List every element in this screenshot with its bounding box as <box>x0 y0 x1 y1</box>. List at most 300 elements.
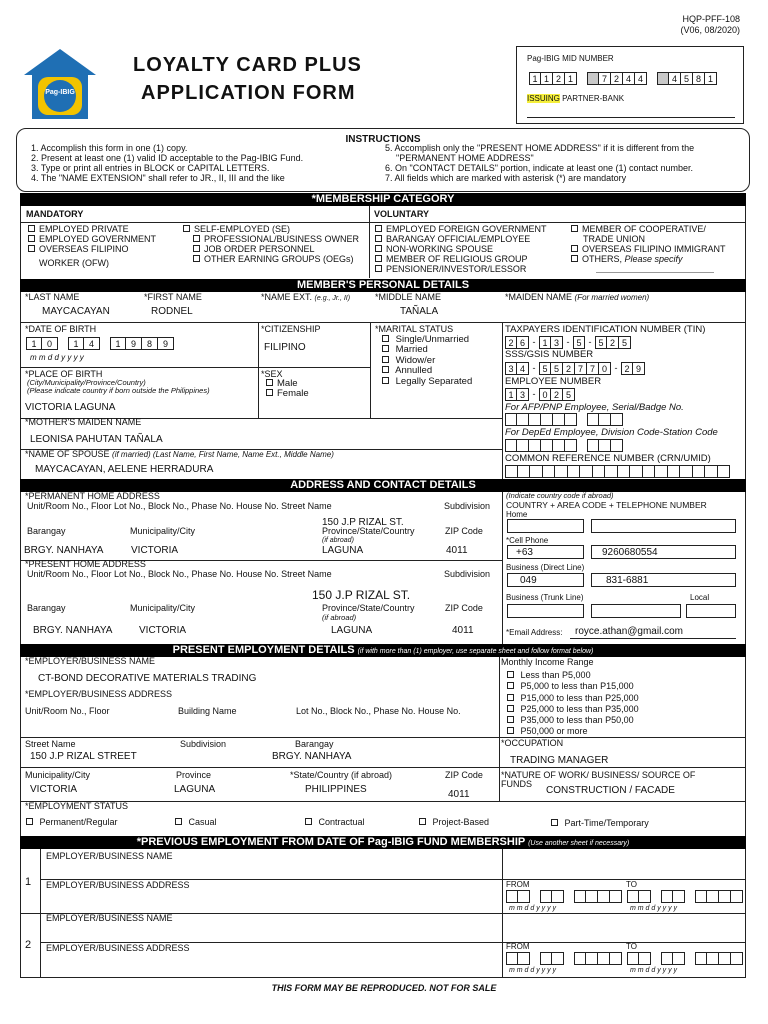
digit-box[interactable] <box>610 952 622 965</box>
checkbox-icon[interactable] <box>375 245 382 252</box>
pagibig-logo <box>22 47 98 123</box>
spouse-value[interactable]: MAYCACAYAN, AELENE HERRADURA <box>35 464 214 475</box>
perm-municipality-label: Municipality/City <box>130 526 196 536</box>
option-non-working[interactable]: NON-WORKING SPOUSE <box>375 245 547 255</box>
option-self-employed[interactable]: SELF-EMPLOYED (SE) <box>183 225 359 235</box>
digit-box[interactable] <box>574 890 586 903</box>
status-part-time[interactable]: Part-Time/Temporary <box>551 819 649 829</box>
pob-value[interactable]: VICTORIA LAGUNA <box>25 402 116 413</box>
present-address-label: *PRESENT HOME ADDRESS <box>25 559 146 569</box>
digit-box[interactable]: 3 <box>551 336 563 349</box>
digit-box[interactable]: 6 <box>517 336 529 349</box>
checkbox-icon[interactable] <box>382 366 389 373</box>
mandatory-label: MANDATORY <box>26 209 84 219</box>
digit-box[interactable]: 2 <box>621 362 633 375</box>
mid-number-boxes[interactable] <box>529 72 717 90</box>
issuing-bank-line[interactable] <box>527 117 735 118</box>
checkbox-icon[interactable] <box>193 245 200 252</box>
name-ext-label: *NAME EXT. (e.g., Jr., II) <box>261 292 351 302</box>
digit-box[interactable] <box>695 890 707 903</box>
instructions-right <box>385 144 694 184</box>
digit-box[interactable] <box>518 890 530 903</box>
option-cooperative-cont: TRADE UNION <box>583 233 646 244</box>
crn-label: COMMON REFERENCE NUMBER (CRN/UMID) <box>505 453 711 464</box>
option-professional[interactable]: PROFESSIONAL/BUSINESS OWNER <box>183 235 359 245</box>
cell-country-code-field[interactable] <box>507 545 584 559</box>
digit-box[interactable] <box>540 952 552 965</box>
option-immigrant[interactable]: OVERSEAS FILIPINO IMMIGRANT <box>571 245 726 255</box>
business-trunk-field[interactable] <box>591 604 681 618</box>
svg-text:Pag-IBIG: Pag-IBIG <box>45 89 75 96</box>
checkbox-icon[interactable] <box>507 716 514 723</box>
digit-box[interactable] <box>552 890 564 903</box>
digit-box[interactable] <box>610 890 622 903</box>
mother-maiden-value[interactable]: LEONISA PAHUTAN TAÑALA <box>30 434 163 445</box>
pres-abroad-hint: (if abroad) <box>322 613 357 622</box>
checkbox-icon[interactable] <box>507 694 514 701</box>
digit-box[interactable] <box>505 413 517 426</box>
prev-from-label: FROM <box>506 880 530 889</box>
digit-box[interactable] <box>618 465 631 478</box>
digit-box[interactable]: 4 <box>517 362 529 375</box>
digit-box[interactable]: 2 <box>563 362 575 375</box>
first-name-label: *FIRST NAME <box>144 292 202 302</box>
status-permanent[interactable]: Permanent/Regular <box>26 818 118 828</box>
digit-box[interactable] <box>541 439 553 452</box>
last-name-label: *LAST NAME <box>25 292 80 302</box>
digit-box[interactable]: 9 <box>633 362 645 375</box>
digit-box[interactable] <box>530 465 543 478</box>
digit-box[interactable]: 0 <box>539 388 551 401</box>
nature-value[interactable]: CONSTRUCTION / FACADE <box>546 785 675 796</box>
digit-box[interactable] <box>506 952 518 965</box>
digit-box[interactable]: 7 <box>587 362 599 375</box>
business-direct-field[interactable] <box>591 573 736 587</box>
home-area-code-field[interactable] <box>507 519 584 533</box>
checkbox-icon[interactable] <box>507 727 514 734</box>
digit-box[interactable] <box>693 465 706 478</box>
digit-group <box>595 336 631 353</box>
digit-box[interactable] <box>731 890 743 903</box>
status-contractual[interactable]: Contractual <box>305 818 365 828</box>
digit-box[interactable] <box>718 465 731 478</box>
digit-box[interactable]: 8 <box>142 337 158 350</box>
digit-box[interactable] <box>719 952 731 965</box>
digit-box[interactable] <box>517 413 529 426</box>
digit-box[interactable]: 1 <box>565 72 577 85</box>
checkbox-icon[interactable] <box>382 335 389 342</box>
digit-box[interactable] <box>661 952 673 965</box>
digit-box[interactable] <box>719 890 731 903</box>
digit-box[interactable] <box>518 952 530 965</box>
digit-box[interactable] <box>598 952 610 965</box>
digit-box[interactable]: 1 <box>68 337 84 350</box>
digit-box[interactable]: 2 <box>551 388 563 401</box>
option-married[interactable]: Married <box>382 345 472 355</box>
option-religious[interactable]: MEMBER OF RELIGIOUS GROUP <box>375 255 547 265</box>
digit-box[interactable]: 4 <box>623 72 635 85</box>
digit-box[interactable] <box>506 890 518 903</box>
digit-box[interactable]: 7 <box>599 72 611 85</box>
digit-box[interactable]: 1 <box>541 72 553 85</box>
digit-group <box>26 337 58 354</box>
checkbox-icon[interactable] <box>26 818 33 825</box>
option-widow[interactable]: Widow/er <box>382 356 472 366</box>
business-direct-value: 831-6881 <box>606 575 649 586</box>
cell-country-code-value: +63 <box>516 547 533 558</box>
checkbox-icon[interactable] <box>28 225 35 232</box>
checkbox-icon[interactable] <box>193 255 200 262</box>
email-value[interactable]: royce.athan@gmail.com <box>575 626 683 637</box>
first-name-value[interactable]: RODNEL <box>151 306 193 317</box>
emp-province-label: Province <box>176 770 212 780</box>
income-25000-35000[interactable]: P25,000 to less than P35,000 <box>507 704 639 715</box>
income-less-5000[interactable]: Less than P5,000 <box>507 670 639 681</box>
digit-box[interactable]: 1 <box>539 336 551 349</box>
employee-number-label: EMPLOYEE NUMBER <box>505 376 602 387</box>
checkbox-icon[interactable] <box>183 225 190 232</box>
self-employed-group <box>183 225 359 265</box>
digit-box[interactable] <box>518 465 531 478</box>
status-casual[interactable]: Casual <box>175 818 217 828</box>
pob-hint1: (City/Municipality/Province/Country) <box>27 378 146 387</box>
digit-box[interactable] <box>586 890 598 903</box>
pres-barangay-value[interactable]: BRGY. NANHAYA <box>33 625 113 636</box>
digit-group <box>657 72 717 89</box>
business-direct-area-value: 049 <box>520 575 537 586</box>
digit-box[interactable] <box>639 952 651 965</box>
digit-box[interactable] <box>673 890 685 903</box>
digit-box[interactable] <box>661 890 673 903</box>
status-project-based[interactable]: Project-Based <box>419 818 489 828</box>
emp-city-label: Municipality/City <box>25 770 91 780</box>
emp-country-value[interactable]: PHILIPPINES <box>305 784 367 795</box>
maiden-name-label: *MAIDEN NAME (For married women) <box>505 292 650 302</box>
instructions-panel <box>16 128 750 192</box>
checkbox-icon[interactable] <box>382 356 389 363</box>
checkbox-icon[interactable] <box>266 389 273 396</box>
digit-box[interactable]: 4 <box>84 337 100 350</box>
business-direct-area-field[interactable] <box>507 573 584 587</box>
option-employed-government[interactable]: EMPLOYED GOVERNMENT <box>28 235 156 245</box>
employer-name-value[interactable]: CT-BOND DECORATIVE MATERIALS TRADING <box>38 673 257 684</box>
digit-box[interactable] <box>565 439 577 452</box>
prev-to-label: TO <box>626 942 637 951</box>
digit-box[interactable] <box>680 465 693 478</box>
digit-box[interactable] <box>627 890 639 903</box>
digit-box[interactable]: 5 <box>563 388 575 401</box>
perm-city-value[interactable]: VICTORIA <box>131 545 179 556</box>
digit-separator: - <box>588 337 592 347</box>
emp-city-value[interactable]: VICTORIA <box>30 784 78 795</box>
digit-box[interactable]: 1 <box>705 72 717 85</box>
digit-box[interactable] <box>587 439 599 452</box>
digit-box[interactable] <box>627 952 639 965</box>
digit-box[interactable] <box>639 890 651 903</box>
checkbox-icon[interactable] <box>266 379 273 386</box>
checkbox-icon[interactable] <box>28 245 35 252</box>
digit-box[interactable]: 2 <box>505 336 517 349</box>
digit-box[interactable]: 4 <box>669 72 681 85</box>
perm-province-value[interactable]: LAGUNA <box>322 545 364 556</box>
mid-panel <box>516 46 744 124</box>
digit-box[interactable]: 5 <box>681 72 693 85</box>
middle-name-label: *MIDDLE NAME <box>375 292 442 302</box>
voluntary-col2 <box>571 225 726 265</box>
checkbox-icon[interactable] <box>507 705 514 712</box>
digit-box[interactable] <box>541 413 553 426</box>
digit-box[interactable]: 5 <box>573 336 585 349</box>
option-female[interactable]: Female <box>266 389 309 399</box>
digit-box[interactable] <box>553 439 565 452</box>
digit-box[interactable]: 3 <box>517 388 529 401</box>
digit-box[interactable] <box>552 952 564 965</box>
emp-province-value[interactable]: LAGUNA <box>174 784 216 795</box>
digit-box[interactable]: 1 <box>110 337 126 350</box>
digit-group <box>574 952 622 969</box>
email-label: *Email Address: <box>506 628 563 637</box>
digit-box[interactable]: 3 <box>505 362 517 375</box>
prev-to-label: TO <box>626 880 637 889</box>
option-annulled[interactable]: Annulled <box>382 366 472 376</box>
income-range-label: Monthly Income Range <box>501 657 594 667</box>
digit-box[interactable] <box>599 439 611 452</box>
pres-zip-label: ZIP Code <box>445 603 483 613</box>
home-phone-field[interactable] <box>591 519 736 533</box>
perm-barangay-value[interactable]: BRGY. NANHAYA <box>24 545 104 556</box>
checkbox-icon[interactable] <box>419 818 426 825</box>
digit-box[interactable] <box>543 465 556 478</box>
prev-row-number: 1 <box>25 876 32 888</box>
address-header: ADDRESS AND CONTACT DETAILS <box>20 479 746 492</box>
option-male[interactable]: Male <box>266 379 309 389</box>
checkbox-icon[interactable] <box>382 345 389 352</box>
option-single[interactable]: Single/Unmarried <box>382 335 472 345</box>
voluntary-col1 <box>375 225 547 274</box>
digit-box[interactable] <box>611 439 623 452</box>
marital-status-label: *MARITAL STATUS <box>375 324 454 334</box>
digit-box[interactable] <box>668 465 681 478</box>
digit-group <box>529 72 577 89</box>
emp-lot-label: Lot No., Block No., Phase No. House No. <box>296 706 461 716</box>
digit-box[interactable] <box>643 465 656 478</box>
digit-box[interactable] <box>586 952 598 965</box>
checkbox-icon[interactable] <box>305 818 312 825</box>
digit-box[interactable]: 5 <box>619 336 631 349</box>
digit-box[interactable] <box>580 465 593 478</box>
sss-label: SSS/GSIS NUMBER <box>505 349 594 360</box>
digit-box[interactable]: 5 <box>551 362 563 375</box>
cell-phone-field[interactable] <box>591 545 736 559</box>
emp-barangay-value[interactable]: BRGY. NANHAYA <box>272 751 352 762</box>
digit-box[interactable] <box>568 465 581 478</box>
digit-box[interactable] <box>655 465 668 478</box>
digit-box[interactable] <box>630 465 643 478</box>
mid-label: Pag-IBIG MID NUMBER <box>527 54 614 63</box>
nature-label: *NATURE OF WORK/ BUSINESS/ SOURCE OF <box>501 770 696 780</box>
digit-box[interactable] <box>707 890 719 903</box>
afp-label: For AFP/PNP Employee, Serial/Badge No. <box>505 402 684 413</box>
dob-hint: m m d d y y y y <box>30 353 84 362</box>
instruction-item: 5. Accomplish only the "PRESENT HOME ADDRESS" if it is different from the <box>385 143 695 153</box>
checkbox-icon[interactable] <box>375 225 382 232</box>
personal-details-header: MEMBER'S PERSONAL DETAILS <box>20 279 746 292</box>
mandatory-col1 <box>28 225 156 269</box>
voluntary-label: VOLUNTARY <box>374 209 429 219</box>
digit-box[interactable] <box>505 465 518 478</box>
checkbox-icon[interactable] <box>28 235 35 242</box>
checkbox-icon[interactable] <box>175 818 182 825</box>
checkbox-icon[interactable] <box>571 255 578 262</box>
employer-address-label: *EMPLOYER/BUSINESS ADDRESS <box>25 689 173 699</box>
pres-zip-value[interactable]: 4011 <box>452 625 474 636</box>
digit-box[interactable] <box>593 465 606 478</box>
citizenship-value[interactable]: FILIPINO <box>264 342 306 353</box>
digit-box[interactable] <box>695 952 707 965</box>
digit-box[interactable] <box>657 72 669 85</box>
instruction-item: 1. Accomplish this form in one (1) copy. <box>31 143 188 153</box>
pres-municipality-label: Municipality/City <box>130 603 196 613</box>
citizenship-label: *CITIZENSHIP <box>261 324 321 334</box>
digit-separator: - <box>614 363 618 373</box>
option-employed-private[interactable]: EMPLOYED PRIVATE <box>28 225 156 235</box>
emp-street-label: Street Name <box>25 739 76 749</box>
prev-employer-name-label: EMPLOYER/BUSINESS NAME <box>46 913 173 923</box>
digit-box[interactable] <box>540 890 552 903</box>
digit-box[interactable]: 1 <box>505 388 517 401</box>
income-15000-25000[interactable]: P15,000 to less than P25,000 <box>507 693 639 704</box>
digit-box[interactable]: 2 <box>611 72 623 85</box>
digit-box[interactable] <box>529 439 541 452</box>
pres-barangay-label: Barangay <box>27 603 66 613</box>
option-ofw[interactable]: OVERSEAS FILIPINO <box>28 245 156 255</box>
emp-building-label: Building Name <box>178 706 237 716</box>
checkbox-icon[interactable] <box>551 819 558 826</box>
emp-subdivision-label: Subdivision <box>180 739 227 749</box>
digit-separator: - <box>532 389 536 399</box>
checkbox-icon[interactable] <box>507 671 514 678</box>
option-pensioner[interactable]: PENSIONER/INVESTOR/LESSOR <box>375 265 547 275</box>
business-trunk-area-field[interactable] <box>507 604 584 618</box>
income-35000-50000[interactable]: P35,000 to less than P50,00 <box>507 715 639 726</box>
option-barangay[interactable]: BARANGAY OFFICIAL/EMPLOYEE <box>375 235 547 245</box>
option-oeg[interactable]: OTHER EARNING GROUPS (OEGs) <box>183 255 359 265</box>
digit-box[interactable] <box>587 72 599 85</box>
digit-box[interactable]: 4 <box>635 72 647 85</box>
checkbox-icon[interactable] <box>507 682 514 689</box>
digit-box[interactable]: 2 <box>553 72 565 85</box>
marital-status-options <box>382 335 472 387</box>
digit-box[interactable] <box>574 952 586 965</box>
option-others[interactable]: OTHERS, Please specify <box>571 255 726 265</box>
country-code-hint: (Indicate country code if abroad) <box>506 491 614 500</box>
business-direct-label: Business (Direct Line) <box>506 563 585 572</box>
telephone-label: COUNTRY + AREA CODE + TELEPHONE NUMBER <box>506 500 707 510</box>
digit-box[interactable]: 0 <box>599 362 611 375</box>
checkbox-icon[interactable] <box>375 235 382 242</box>
digit-box[interactable]: 2 <box>607 336 619 349</box>
digit-box[interactable] <box>731 952 743 965</box>
cell-phone-value: 9260680554 <box>602 547 658 558</box>
emp-country-label: *State/Country (if abroad) <box>290 770 393 780</box>
digit-box[interactable] <box>517 439 529 452</box>
checkbox-icon[interactable] <box>571 225 578 232</box>
digit-box[interactable]: 0 <box>42 337 58 350</box>
digit-box[interactable]: 9 <box>126 337 142 350</box>
pres-city-value[interactable]: VICTORIA <box>139 625 187 636</box>
digit-box[interactable]: 1 <box>529 72 541 85</box>
checkbox-icon[interactable] <box>382 377 389 384</box>
digit-box[interactable] <box>705 465 718 478</box>
digit-box[interactable] <box>605 465 618 478</box>
instructions-left <box>31 144 303 184</box>
checkbox-icon[interactable] <box>571 245 578 252</box>
digit-separator: - <box>532 337 536 347</box>
income-5000-15000[interactable]: P5,000 to less than P15,000 <box>507 681 639 692</box>
option-cooperative[interactable]: MEMBER OF COOPERATIVE/ <box>571 225 726 235</box>
digit-box[interactable] <box>565 413 577 426</box>
footer-note: THIS FORM MAY BE REPRODUCED. NOT FOR SALE <box>271 983 497 993</box>
option-foreign-gov[interactable]: EMPLOYED FOREIGN GOVERNMENT <box>375 225 547 235</box>
digit-box[interactable] <box>611 413 623 426</box>
option-job-order[interactable]: JOB ORDER PERSONNEL <box>183 245 359 255</box>
emp-street-value[interactable]: 150 J.P RIZAL STREET <box>30 751 137 762</box>
pob-hint2: (Please indicate country if born outside the Philippines) <box>27 386 210 395</box>
checkbox-icon[interactable] <box>375 265 382 272</box>
prev-to-hint: m m d d y y y y <box>630 905 678 912</box>
digit-box[interactable] <box>505 439 517 452</box>
digit-group <box>695 890 743 907</box>
business-trunk-local-field[interactable] <box>686 604 736 618</box>
digit-box[interactable] <box>529 413 541 426</box>
digit-box[interactable]: 9 <box>158 337 174 350</box>
perm-street-value[interactable]: 150 J.P RIZAL ST. <box>322 517 404 528</box>
perm-zip-value[interactable]: 4011 <box>446 545 468 556</box>
checkbox-icon[interactable] <box>375 255 382 262</box>
prev-employer-address-label: EMPLOYER/BUSINESS ADDRESS <box>46 880 190 890</box>
digit-box[interactable] <box>555 465 568 478</box>
option-separated[interactable]: Legally Separated <box>382 377 472 387</box>
last-name-value[interactable]: MAYCACAYAN <box>42 306 110 317</box>
deped-label: For DepEd Employee, Division Code-Station Code <box>505 427 718 438</box>
digit-box[interactable] <box>587 413 599 426</box>
digit-box[interactable] <box>673 952 685 965</box>
instruction-item: "PERMANENT HOME ADDRESS" <box>396 152 534 163</box>
digit-box[interactable] <box>707 952 719 965</box>
digit-box[interactable] <box>598 890 610 903</box>
pres-province-value[interactable]: LAGUNA <box>331 625 373 636</box>
checkbox-icon[interactable] <box>193 235 200 242</box>
digit-box[interactable]: 8 <box>693 72 705 85</box>
digit-box[interactable] <box>553 413 565 426</box>
digit-box[interactable]: 1 <box>26 337 42 350</box>
occupation-label: *OCCUPATION <box>501 738 564 748</box>
digit-separator: - <box>532 363 536 373</box>
nature-label-cont: FUNDS <box>501 779 532 789</box>
digit-box[interactable]: 7 <box>575 362 587 375</box>
pres-street-value[interactable]: 150 J.P RIZAL ST. <box>312 588 411 602</box>
occupation-value[interactable]: TRADING MANAGER <box>510 755 609 766</box>
form-title-line1: LOYALTY CARD PLUS <box>133 54 362 76</box>
emp-zip-value[interactable]: 4011 <box>448 789 470 800</box>
digit-separator: - <box>566 337 570 347</box>
digit-box[interactable]: 5 <box>539 362 551 375</box>
middle-name-value[interactable]: TAÑALA <box>400 306 439 317</box>
digit-box[interactable]: 5 <box>595 336 607 349</box>
digit-box[interactable] <box>599 413 611 426</box>
home-phone-label: Home <box>506 510 528 519</box>
income-50000-more[interactable]: P50,000 or more <box>507 726 639 737</box>
